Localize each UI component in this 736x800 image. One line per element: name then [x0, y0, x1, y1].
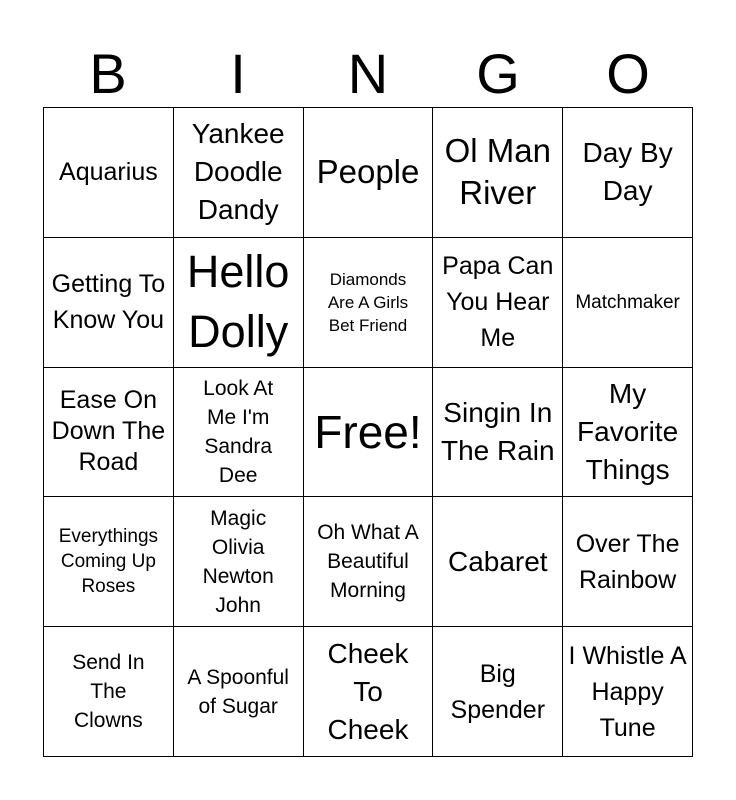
cell-text: Aquarius: [59, 157, 158, 186]
cell-text: Cabaret: [447, 546, 548, 578]
bingo-cell[interactable]: [304, 238, 434, 368]
bingo-cell[interactable]: [433, 238, 563, 368]
cell-text: People: [316, 153, 420, 191]
header-letter-b: B: [89, 42, 127, 105]
cell-text: A Spoonful of Sugar: [187, 665, 289, 718]
bingo-cell[interactable]: [563, 368, 693, 498]
cell-text: My Favorite Things: [577, 377, 679, 485]
bingo-cell[interactable]: [174, 497, 304, 627]
cell-text: Getting To Know You: [51, 270, 166, 335]
cell-text: Singin In The Rain: [440, 396, 555, 466]
bingo-card: [43, 107, 693, 757]
cell-text: Ol Man River: [444, 132, 551, 212]
cell-text: Big Spender: [450, 659, 546, 724]
bingo-header: [43, 40, 693, 108]
cell-text: Send In The Clowns: [72, 651, 145, 733]
cell-text: Look At Me I'm Sandra Dee: [203, 376, 274, 487]
bingo-cell[interactable]: [563, 238, 693, 368]
bingo-cell[interactable]: [174, 108, 304, 238]
bingo-cell[interactable]: [44, 108, 174, 238]
bingo-cell[interactable]: [563, 627, 693, 757]
cell-text: Diamonds Are A Girls Bet Friend: [327, 269, 409, 335]
bingo-cell[interactable]: [304, 368, 434, 498]
bingo-cell[interactable]: [174, 238, 304, 368]
bingo-cell[interactable]: [174, 627, 304, 757]
bingo-cell[interactable]: [304, 497, 434, 627]
cell-text: Yankee Doodle Dandy: [191, 118, 285, 226]
bingo-cell[interactable]: [44, 368, 174, 498]
header-letter-o: O: [606, 42, 650, 105]
bingo-cell[interactable]: [174, 368, 304, 498]
bingo-cell[interactable]: [433, 108, 563, 238]
bingo-cell[interactable]: [433, 497, 563, 627]
cell-text: Hello Dolly: [186, 246, 290, 358]
bingo-cell[interactable]: [433, 368, 563, 498]
bingo-cell[interactable]: [304, 108, 434, 238]
cell-text: Magic Olivia Newton John: [202, 506, 274, 617]
cell-text: Papa Can You Hear Me: [442, 252, 554, 353]
cell-text: Over The Rainbow: [575, 529, 680, 594]
cell-text: Day By Day: [582, 137, 673, 207]
header-letter-i: I: [230, 42, 246, 105]
bingo-cell[interactable]: [563, 108, 693, 238]
bingo-cell[interactable]: [433, 627, 563, 757]
bingo-cell[interactable]: [44, 497, 174, 627]
bingo-cell[interactable]: [563, 497, 693, 627]
cell-text: Everythings Coming Up Roses: [58, 526, 159, 598]
cell-text: Cheek To Cheek: [327, 637, 409, 745]
cell-text: Oh What A Beautiful Morning: [317, 521, 419, 603]
header-letter-n: N: [347, 42, 389, 105]
bingo-cell[interactable]: [44, 627, 174, 757]
header-letter-g: G: [476, 42, 520, 105]
cell-text: I Whistle A Happy Tune: [568, 641, 687, 742]
cell-text: Matchmaker: [575, 291, 680, 313]
cell-text: Ease On Down The Road: [51, 386, 166, 477]
free-space: Free!: [314, 405, 422, 458]
bingo-cell[interactable]: [304, 627, 434, 757]
bingo-cell[interactable]: [44, 238, 174, 368]
